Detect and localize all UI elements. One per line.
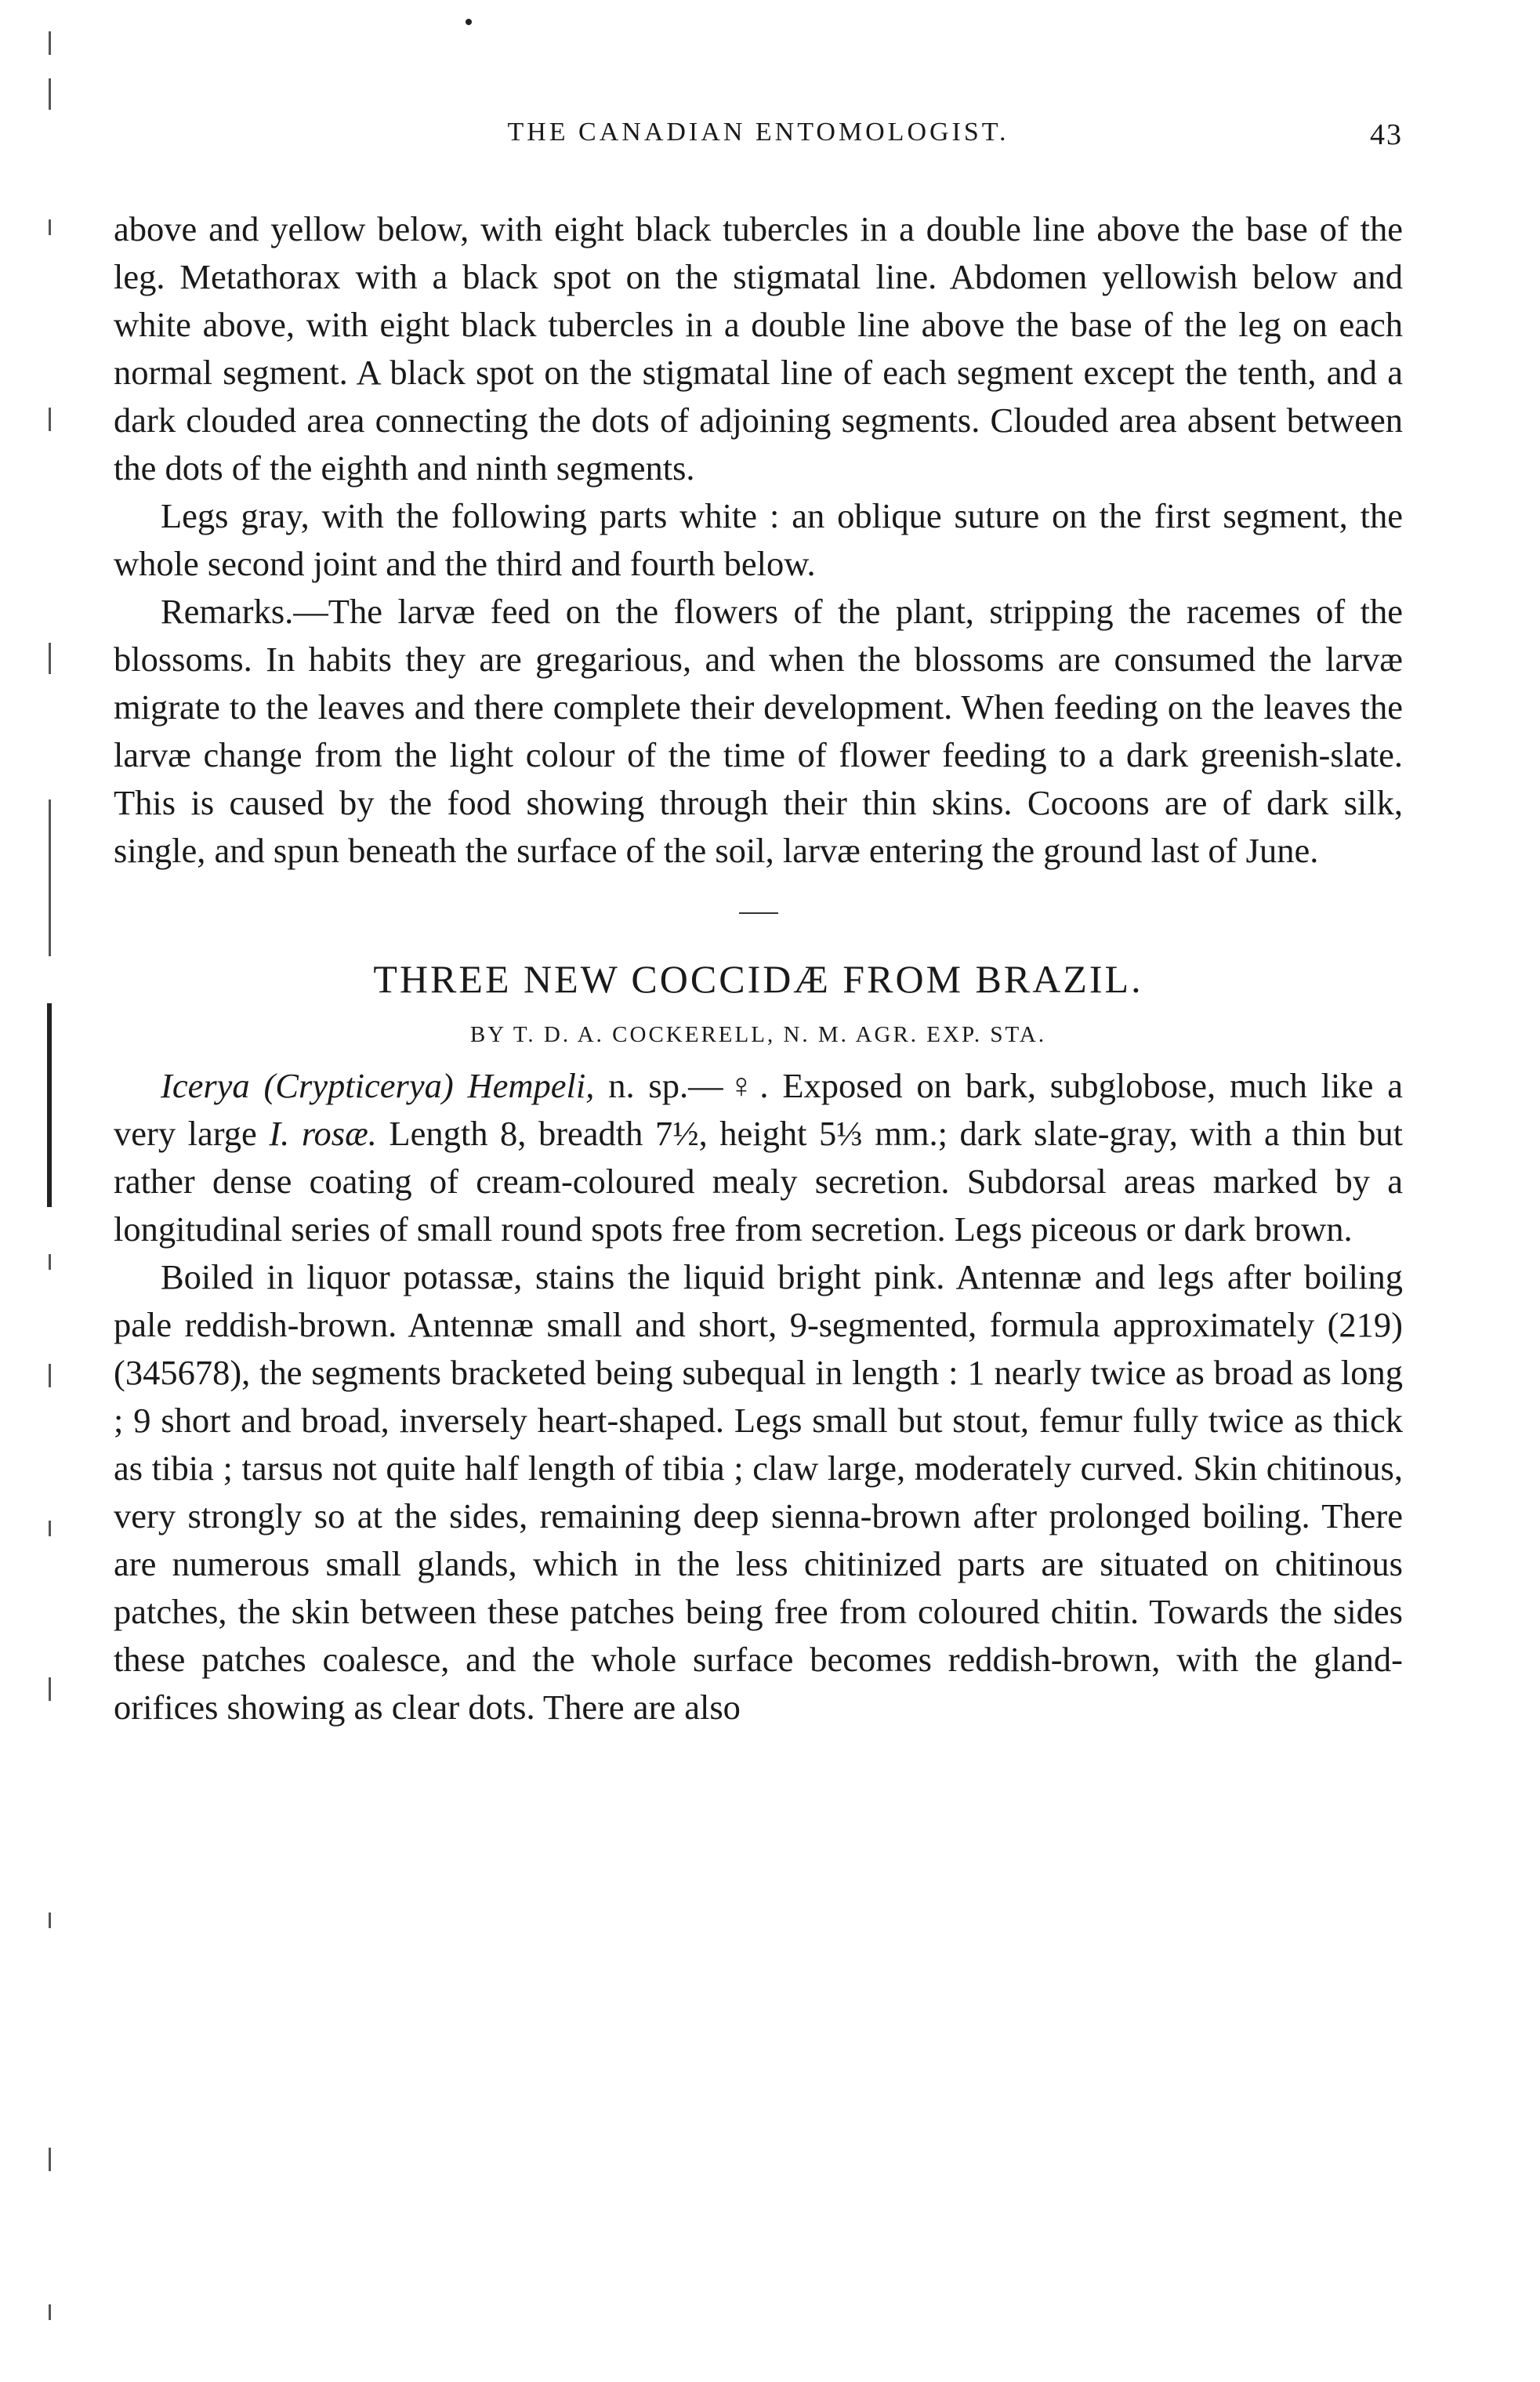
running-title: THE CANADIAN ENTOMOLOGIST. [507, 118, 1009, 147]
journal-page [114, 118, 1403, 1731]
page-number: 43 [1370, 118, 1403, 151]
description-text-tail: Length 8, breadth 7½, height 5⅓ mm.; dark slate-gray, with a thin but rather dense coating of cream-coloured mealy secretion. Subdorsal areas marked by a longitudinal series of small round spots free from secretion. Legs piceous or dark brown. [114, 1114, 1404, 1249]
page-speck [466, 19, 472, 25]
continued-paragraph: above and yellow below, with eight black tubercles in a double line above the base of the leg. Metathorax with a black spot on the stigmatal line. Abdomen yellowish below and white above, with eight black tubercles in a double line above the base of the leg on each normal segment. A black spot on the stigmatal line of each segment except the tenth, and a dark clouded area connecting the dots of adjoining segments. Clouded area absent between the dots of the eighth and ninth segments. [114, 209, 1403, 488]
description-text: n. sp.—♀. Exposed on bark, subglobose, much like a very large [114, 1066, 1403, 1153]
running-head [114, 118, 1403, 165]
section-divider [739, 912, 778, 914]
article-title: THREE NEW COCCIDÆ FROM BRAZIL. [373, 957, 1143, 1001]
reference-species: I. rosæ. [269, 1114, 377, 1153]
boiled-paragraph: Boiled in liquor potassæ, stains the liquid bright pink. Antennæ and legs after boiling pale reddish-brown. Antennæ small and short, 9-segmented, formula approximately (219)(345678), the segments bracketed being subequal in length : 1 nearly twice as broad as long ; 9 short and broad, inversely heart-shaped. Legs small but stout, femur fully twice as thick as tibia ; tarsus not quite half length of tibia ; claw large, moderately curved. Skin chitinous, very strongly so at the sides, remaining deep sienna-brown after prolonged boiling. There are numerous small glands, which in the less chitinized parts are situated on chitinous patches, the skin between these patches being free from coloured chitin. Towards the sides these patches coalesce, and the whole surface becomes reddish-brown, with the gland-orifices showing as clear dots. There are also [114, 1257, 1403, 1727]
legs-paragraph: Legs gray, with the following parts white : an oblique suture on the first segment, the whole second joint and the third and fourth below. [114, 496, 1403, 583]
binding-margin-marks [41, 31, 60, 2367]
species-name: Icerya (Crypticerya) Hempeli, [161, 1066, 595, 1105]
remarks-paragraph: Remarks.—The larvæ feed on the flowers of the plant, stripping the racemes of the blossoms. In habits they are gregarious, and when the blossoms are consumed the larvæ migrate to the leaves and there complete their development. When feeding on the leaves the larvæ change from the light colour of the time of flower feeding to a dark greenish-slate. This is caused by the food showing through their thin skins. Cocoons are of dark silk, single, and spun beneath the surface of the soil, larvæ entering the ground last of June. [114, 592, 1403, 870]
species-description-paragraph [114, 1062, 1403, 1253]
article-byline: BY T. D. A. COCKERELL, N. M. AGR. EXP. STA. [469, 1022, 1047, 1047]
